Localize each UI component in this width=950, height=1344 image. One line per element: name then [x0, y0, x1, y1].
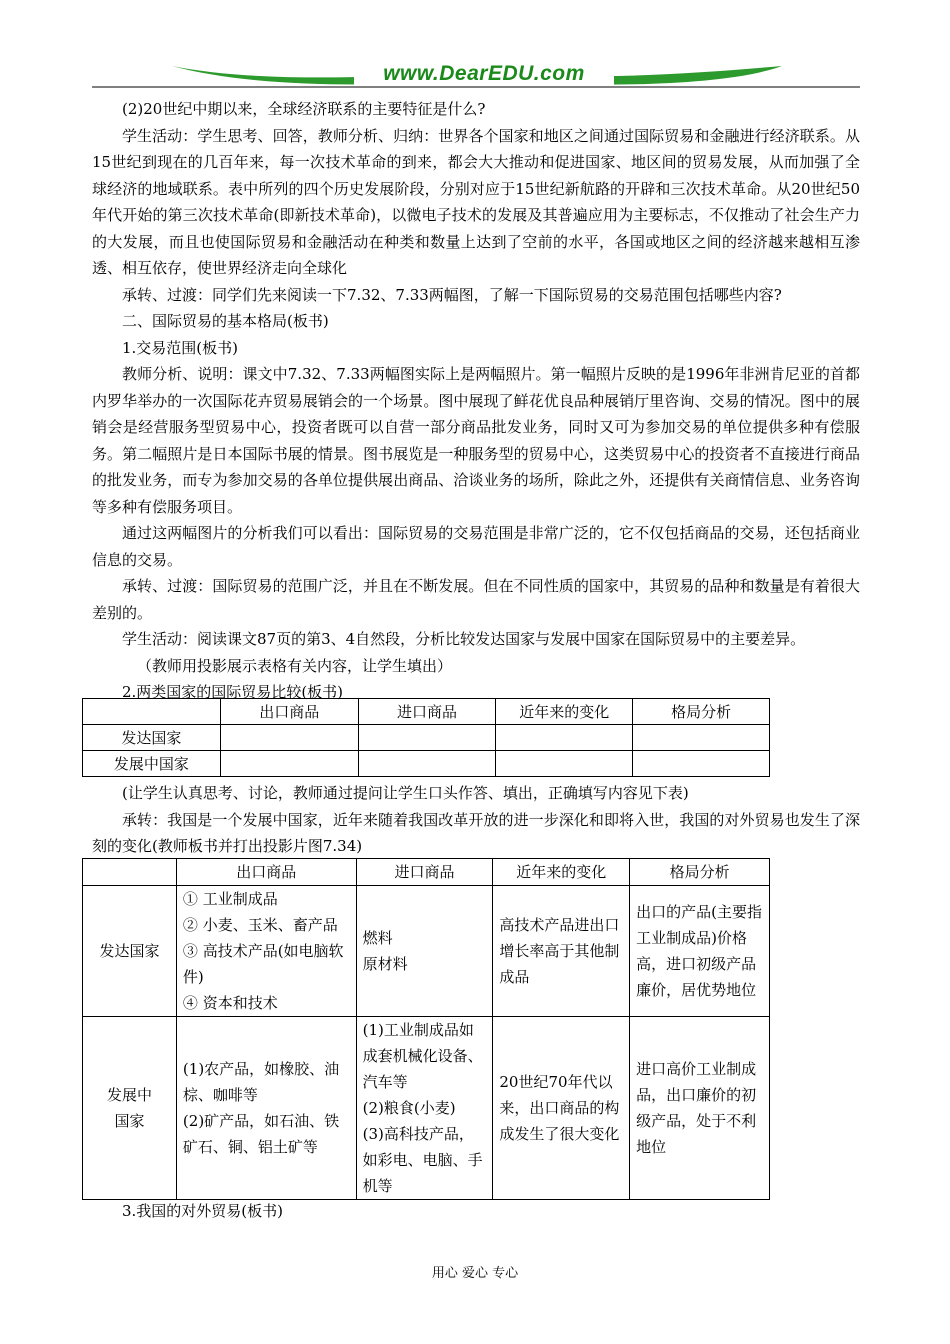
subsection-heading: 3.我国的对外贸易(板书)	[122, 1202, 284, 1220]
list-item: (1)工业制成品如成套机械化设备、汽车等	[362, 1021, 483, 1091]
table-cell: 出口的产品(主要指工业制成品)价格高，进口初级产品廉价，居优势地位	[630, 886, 770, 1017]
table-header-row	[83, 859, 770, 886]
table-row	[83, 1017, 770, 1200]
paragraph: 承转、过渡：国际贸易的范围广泛，并且在不断发展。但在不同性质的国家中，其贸易的品种和数量是有着很大差别的。	[92, 577, 860, 622]
table-row	[83, 725, 770, 751]
table-header-cell: 进口商品	[356, 859, 493, 886]
comparison-table-blank	[82, 698, 770, 777]
paragraph: 教师分析、说明：课文中7.32、7.33两幅图实际上是两幅照片。第一幅照片反映的是1996年非洲肯尼亚的首都内罗华举办的一次国际花卉贸易展销会的一个场景。图中展现了鲜花优良品种展销厅里咨询、交易的情况。图中的展销会是经营服务型贸易中心，投资者既可以自营一部分商品批发业务，同时又可为参加交易的单位提供多种有偿服务。第二幅照片是日本国际书展的情景。图书展览是一种服务型的贸易中心，这类贸易中心的投资者不直接进行商品的批发业务，而专为参加交易的各单位提供展出商品、洽谈业务的场所，除此之外，还提供有关商情信息、业务咨询等多种有偿服务项目。	[92, 365, 860, 516]
table-header-cell: 格局分析	[630, 859, 770, 886]
paragraph: 承转：我国是一个发展中国家，近年来随着我国改革开放的进一步深化和即将入世，我国的对外贸易也发生了深刻的变化(教师板书并打出投影片图7.34)	[92, 810, 860, 855]
blank-cell	[496, 725, 633, 751]
paragraph: 承转、过渡：同学们先来阅读一下7.32、7.33两幅图，了解一下国际贸易的交易范围包括哪些内容?	[122, 285, 782, 304]
table-header-cell: 出口商品	[176, 859, 356, 886]
table-header-cell: 进口商品	[358, 699, 496, 725]
table-header-cell	[83, 859, 177, 886]
list-item: 原材料	[362, 955, 408, 973]
paragraph: (让学生认真思考、讨论，教师通过提问让学生口头作答、填出，正确填写内容见下表)	[122, 784, 689, 802]
between-text	[92, 780, 860, 860]
table-row	[83, 886, 770, 1017]
comparison-table-filled	[82, 858, 770, 1200]
table-header-cell: 近年来的变化	[496, 699, 633, 725]
paragraph: 学生活动：阅读课文87页的第3、4自然段，分析比较发达国家与发展中国家在国际贸易中的主要差异。	[122, 630, 806, 648]
subsection-heading: 1.交易范围(板书)	[122, 338, 239, 357]
blank-cell	[358, 751, 496, 777]
document-body	[92, 96, 860, 706]
table-cell: 20世纪70年代以来，出口商品的构成发生了很大变化	[493, 1017, 630, 1200]
table-cell: 高技术产品进出口增长率高于其他制成品	[493, 886, 630, 1017]
row-label: 发展中国家	[83, 1017, 177, 1200]
list-item: (1)农产品，如橡胶、油棕、咖啡等	[182, 1060, 340, 1104]
list-item: (3)高科技产品，如彩电、电脑、手机等	[362, 1125, 483, 1195]
blank-cell	[496, 751, 633, 777]
blank-cell	[633, 751, 770, 777]
blank-cell	[220, 725, 358, 751]
list-item: ① 工业制成品	[182, 890, 278, 908]
table-cell	[356, 886, 493, 1017]
blank-cell	[220, 751, 358, 777]
list-item: (2)粮食(小麦)	[362, 1099, 456, 1117]
blank-cell	[633, 725, 770, 751]
section-heading: 二、国际贸易的基本格局(板书)	[122, 312, 329, 330]
list-item: 燃料	[362, 929, 393, 947]
list-item: (2)矿产品，如石油、铁矿石、铜、铝土矿等	[182, 1112, 340, 1156]
paragraph: (2)20世纪中期以来，全球经济联系的主要特征是什么?	[122, 100, 486, 118]
list-item: ② 小麦、玉米、畜产品	[182, 916, 338, 934]
table-cell	[356, 1017, 493, 1200]
table-header-cell	[83, 699, 221, 725]
row-label: 发达国家	[83, 725, 221, 751]
table-header-cell: 出口商品	[220, 699, 358, 725]
paragraph: 学生活动：学生思考、回答，教师分析、归纳：世界各个国家和地区之间通过国际贸易和金融进行经济联系。从15世纪到现在的几百年来，每一次技术革命的到来，都会大大推动和促进国家、地区间的贸易发展，从而加强了全球经济的地域联系。表中所列的四个历史发展阶段，分别对应于15世纪新航路的开辟和三次技术革命。从20世纪50年代开始的第三次技术革命(即新技术革命)，以微电子技术的发展及其普遍应用为主要标志，不仅推动了社会生产力的大发展，而且也使国际贸易和金融活动在种类和数量上达到了空前的水平，各国或地区之间的经济越来越相互渗透、相互依存，使世界经济走向全球化	[92, 126, 860, 277]
blank-cell	[358, 725, 496, 751]
subsection-heading: 2.两类国家的国际贸易比较(板书)	[122, 683, 344, 701]
row-label: 发展中国家	[83, 751, 221, 777]
table-header-row	[83, 699, 770, 725]
row-label: 发达国家	[83, 886, 177, 1017]
page-footer: 用心 爱心 专心	[431, 1266, 519, 1281]
list-item: ④ 资本和技术	[182, 994, 278, 1012]
table-cell	[176, 1017, 356, 1200]
paragraph: （教师用投影展示表格有关内容，让学生填出）	[137, 656, 453, 675]
table-cell: 进口高价工业制成品，出口廉价的初级产品，处于不利地位	[630, 1017, 770, 1200]
list-item: ③ 高技术产品(如电脑软件)	[182, 942, 344, 986]
table-header-cell: 近年来的变化	[493, 859, 630, 886]
table-cell	[176, 886, 356, 1017]
table-row	[83, 751, 770, 777]
table-header-cell: 格局分析	[633, 699, 770, 725]
site-brand: www.DearEDU.com	[354, 62, 614, 86]
paragraph: 通过这两幅图片的分析我们可以看出：国际贸易的交易范围是非常广泛的，它不仅包括商品的交易，还包括商业信息的交易。	[92, 524, 860, 569]
page-header	[92, 58, 860, 92]
